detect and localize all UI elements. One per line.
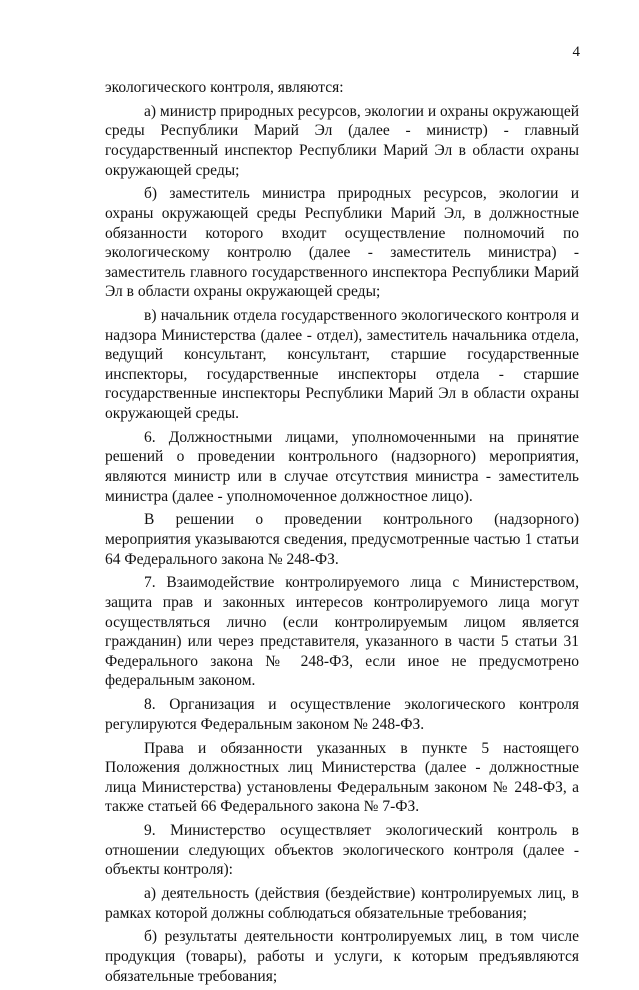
paragraph-9b-results: б) результаты деятельности контролируемых лиц, в том числе продукция (товары), работы и услуги, к которым предъявляются обязательные требования; — [105, 928, 579, 985]
paragraph-5b-deputy-minister: б) заместитель министра природных ресурсов, экологии и охраны окружающей среды Республики Марий Эл, в должностные обязанности которого входит осуществление полномочий по экологическому контролю (далее - заместитель министра) - заместитель главного государственного инспектора Республики Марий Эл в области охраны окружающей среды; — [105, 185, 579, 301]
paragraph-8-rights-duties: Права и обязанности указанных в пункте 5 настоящего Положения должностных лиц Министерства (далее - должностные лица Министерства) установлены Федеральным законом № 248-ФЗ, а также статьей 66 Федерального закона № 7-ФЗ. — [105, 739, 579, 816]
paragraph-6-authorized-officials: 6. Должностными лицами, уполномоченными на принятие решений о проведении контрольного (надзорного) мероприятия, являются министр или в случае отсутствия министра - заместитель министра (далее - уполномоченное должностное лицо). — [105, 428, 579, 505]
paragraph-7-interaction: 7. Взаимодействие контролируемого лица с Министерством, защита прав и законных интересов контролируемого лица могут осуществляться лично (если контролируемым лицом является гражданин) или через представителя, указанного в части 5 статьи 31 Федерального закона № 248-ФЗ, если иное не предусмотрено федеральным законом. — [105, 574, 579, 690]
paragraph-8-organization: 8. Организация и осуществление экологического контроля регулируются Федеральным законом № 248-ФЗ. — [105, 696, 579, 733]
document-body — [105, 78, 579, 990]
paragraph-5v-department-head: в) начальник отдела государственного экологического контроля и надзора Министерства (далее - отдел), заместитель начальника отдела, ведущий консультант, консультант, старшие государственные инспекторы, государственные инспекторы отдела - старшие государственные инспекторы Республики Марий Эл в области охраны окружающей среды. — [105, 307, 579, 423]
paragraph-continuation: экологического контроля, являются: — [105, 79, 344, 96]
page-number: 4 — [572, 44, 580, 60]
paragraph-9a-activity: а) деятельность (действия (бездействие) контролируемых лиц, в рамках которой должны соблюдаться обязательные требования; — [105, 885, 579, 922]
paragraph-9-control-objects: 9. Министерство осуществляет экологический контроль в отношении следующих объектов экологического контроля (далее - объекты контроля): — [105, 822, 579, 879]
paragraph-6-decision-details: В решении о проведении контрольного (надзорного) мероприятия указываются сведения, предусмотренные частью 1 статьи 64 Федерального закона № 248-ФЗ. — [105, 511, 579, 568]
paragraph-5a-minister: а) министр природных ресурсов, экологии и охраны окружающей среды Республики Марий Эл (далее - министр) - главный государственный инспектор Республики Марий Эл в области охраны окружающей среды; — [105, 102, 579, 179]
